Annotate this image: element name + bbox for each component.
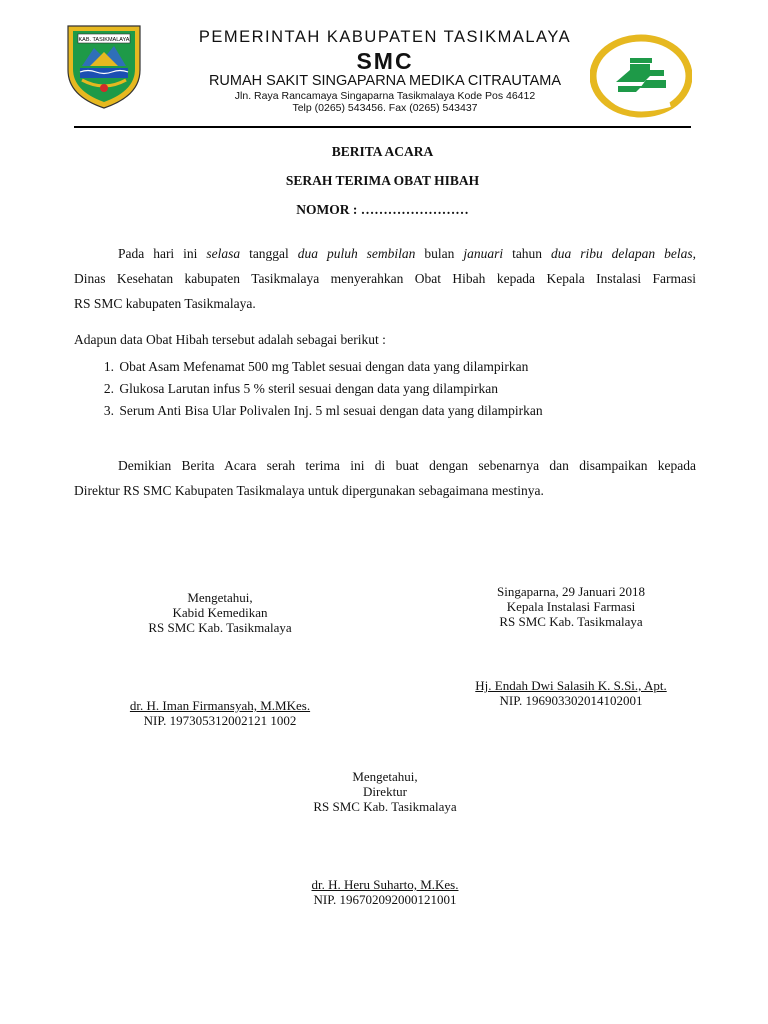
signature-block-direktur: Mengetahui, Direktur RS SMC Kab. Tasikmalaya dr. H. Heru Suharto, M.Kes. NIP. 196702092000121001 [265,769,505,907]
signer-name: dr. H. Iman Firmansyah, M.MKes. [129,698,311,713]
closing-line-2: Direktur RS SMC Kabupaten Tasikmalaya untuk dipergunakan sebagaimana mestinya. [74,483,544,498]
list-item: 1. Obat Asam Mefenamat 500 mg Tablet sesuai dengan data yang dilampirkan [103,359,529,374]
medicine-list [74,356,696,422]
hospital-phone: Telp (0265) 543456. Fax (0265) 543437 [292,102,478,114]
signer-nip: NIP. 196702092000121001 [313,892,457,907]
document-title: BERITA ACARA [331,144,434,159]
closing-paragraph [74,453,696,503]
hospital-name: RUMAH SAKIT SINGAPARNA MEDIKA CITRAUTAMA [208,73,562,89]
intro-month: januari [463,246,504,261]
document-subtitle: SERAH TERIMA OBAT HIBAH [285,173,480,188]
intro-line-2: Dinas Kesehatan kabupaten Tasikmalaya menyerahkan Obat Hibah kepada Kepala Instalasi Farmasi [74,271,696,286]
signer-name: dr. H. Heru Suharto, M.Kes. [311,877,459,892]
intro-day: selasa [206,246,241,261]
government-name: PEMERINTAH KABUPATEN TASIKMALAYA [198,28,572,46]
intro-date: dua puluh sembilan [297,246,416,261]
list-item: 2. Glukosa Larutan infus 5 % steril sesuai dengan data yang dilampirkan [103,381,499,396]
signer-nip: NIP. 197305312002121 1002 [143,713,297,728]
intro-paragraph [74,241,696,316]
regency-crest-icon [64,22,144,110]
intro-year: dua ribu delapan belas [551,246,693,261]
hospital-abbreviation: SMC [356,48,414,74]
closing-line-1: Demikian Berita Acara serah terima ini di buat dengan sebenarnya dan disampaikan kepada [118,458,696,473]
intro-line-3: RS SMC kabupaten Tasikmalaya. [74,296,256,311]
signature-block-farmasi: Singaparna, 29 Januari 2018 Kepala Instalasi Farmasi RS SMC Kab. Tasikmalaya Hj. Endah Dwi Salasih K. S.Si., Apt. NIP. 196903302014102001 [450,584,692,708]
crest-text: KAB. TASIKMALAYA [78,37,130,43]
document-number: NOMOR : …………………… [296,202,469,217]
place-date: Singaparna, 29 Januari 2018 [496,584,646,599]
list-item: 3. Serum Anti Bisa Ular Polivalen Inj. 5 ml sesuai dengan data yang dilampirkan [103,403,543,418]
letterhead-divider [74,126,691,128]
signer-name: Hj. Endah Dwi Salasih K. S.Si., Apt. [475,678,667,693]
data-intro: Adapun data Obat Hibah tersebut adalah sebagai berikut : [74,332,386,347]
intro-line-1: Pada hari ini selasa tanggal dua puluh sembilan bulan januari tahun dua ribu delapan belas, [118,246,697,261]
signer-nip: NIP. 196903302014102001 [499,693,643,708]
signature-block-kabid: Mengetahui, Kabid Kemedikan RS SMC Kab. Tasikmalaya dr. H. Iman Firmansyah, M.MKes. NIP. 197305312002121 1002 [100,590,340,728]
hospital-address: Jln. Raya Rancamaya Singaparna Tasikmalaya Kode Pos 46412 [234,90,536,102]
